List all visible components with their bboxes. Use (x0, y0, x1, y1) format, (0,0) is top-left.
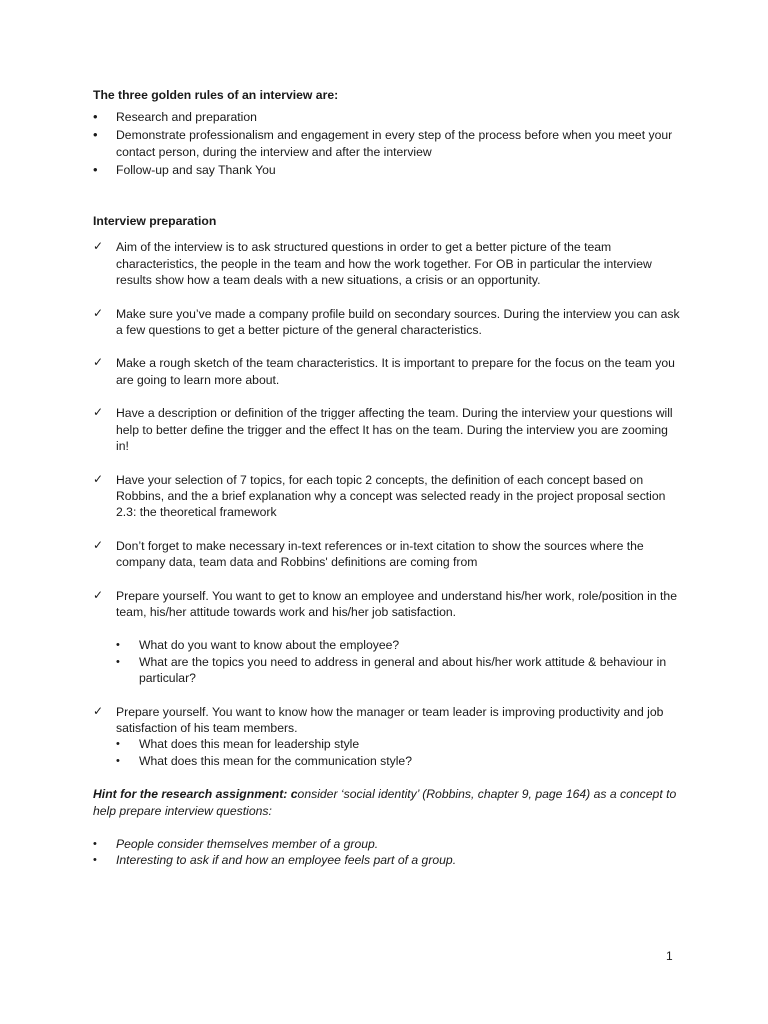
hint-label: Hint for the research assignment: (93, 787, 288, 802)
bullet-icon: • (116, 738, 120, 751)
checkmark-icon: ✓ (93, 355, 104, 370)
page-number: 1 (666, 949, 673, 963)
checkmark-icon: ✓ (93, 471, 104, 486)
manager-questions-list (116, 736, 683, 769)
list-item: • Research and preparation (93, 109, 257, 125)
rules-heading: The three golden rules of an interview are: (93, 88, 339, 102)
bullet-icon: • (93, 838, 97, 850)
hint-first-letter: c (290, 787, 298, 802)
bullet-icon: • (93, 854, 97, 867)
checklist-item: ✓ Make sure you’ve made a company profile build on secondary sources. During the interview you can ask a few questions to get a better picture of the general characteristics. (93, 305, 680, 338)
checkmark-icon: ✓ (93, 703, 104, 718)
checklist-item: ✓ Aim of the interview is to ask structured questions in order to get a better picture of the team characteristics, the people in the team and how the work together. For OB in particular the interview results show how a team deals with a new situations, a crisis or an opportunity. (93, 239, 652, 288)
checkmark-icon: ✓ (93, 405, 104, 420)
bullet-icon: • (93, 127, 98, 143)
sub-list-item: • What does this mean for the communication style? (116, 753, 412, 768)
checkmark-icon: ✓ (93, 587, 104, 602)
list-item: • Demonstrate professionalism and engagement in every step of the process before when you meet your contact person, during the interview and after the interview (93, 127, 673, 159)
sub-list-item: • What are the topics you need to address in general and about his/her work attitude & behaviour in particular? (116, 654, 667, 686)
sub-list-item: • What do you want to know about the employee? (116, 638, 400, 653)
checklist-item: ✓ Don’t forget to make necessary in-text references or in-text citation to show the sources where the company data, team data and Robbins' definitions are coming from (93, 537, 644, 570)
preparation-checklist (93, 239, 683, 769)
checklist-item: ✓ Make a rough sketch of the team characteristics. It is important to prepare for the focus on the team you are going to learn more about. (93, 355, 675, 387)
bullet-icon: • (93, 109, 98, 125)
list-item: • People consider themselves member of a group. (93, 837, 379, 851)
rules-list (93, 109, 683, 178)
checklist-item: ✓ Have your selection of 7 topics, for each topic 2 concepts, the definition of each concept based on Robbins, and the a brief explanation why a concept was selected ready in the project proposal section 2.3: the theoretical framework (93, 471, 666, 520)
checkmark-icon: ✓ (93, 239, 104, 254)
hint-text: onsider ‘social identity’ (Robbins, chapter 9, page 164) as a concept to help prepare interview questions: (93, 787, 677, 818)
interview-preparation-section (93, 213, 683, 769)
employee-questions-list (116, 637, 683, 686)
checkmark-icon: ✓ (93, 537, 104, 552)
checkmark-icon: ✓ (93, 305, 104, 320)
bullet-icon: • (116, 639, 120, 652)
checklist-item: ✓ Have a description or definition of the trigger affecting the team. During the interview your questions will help to better define the trigger and the effect It has on the team. During the interview you are zooming in! (93, 405, 673, 454)
bullet-icon: • (93, 161, 98, 177)
checklist-item: ✓ Prepare yourself. You want to know how the manager or team leader is improving productivity and job satisfaction of his team members. • What does this mean for leadership style • What does this mean for the communication style? (93, 704, 683, 770)
sub-list-item: • What does this mean for leadership style (116, 737, 360, 752)
page-content (93, 87, 683, 869)
bullet-icon: • (116, 754, 120, 767)
preparation-heading: Interview preparation (93, 214, 217, 229)
list-item: • Follow-up and say Thank You (93, 161, 276, 177)
list-item: • Interesting to ask if and how an employee feels part of a group. (93, 853, 457, 868)
hint-paragraph (93, 786, 683, 819)
checklist-item: ✓ Prepare yourself. You want to get to know an employee and understand his/her work, role/position in the team, his/her attitude towards work and his/her job satisfaction. • What do you want to know about the employee? • What are the topics you need to address in general and about his/her work attitude & behaviour in particular? (93, 588, 683, 687)
bullet-icon: • (116, 655, 120, 668)
hint-list (93, 836, 683, 869)
